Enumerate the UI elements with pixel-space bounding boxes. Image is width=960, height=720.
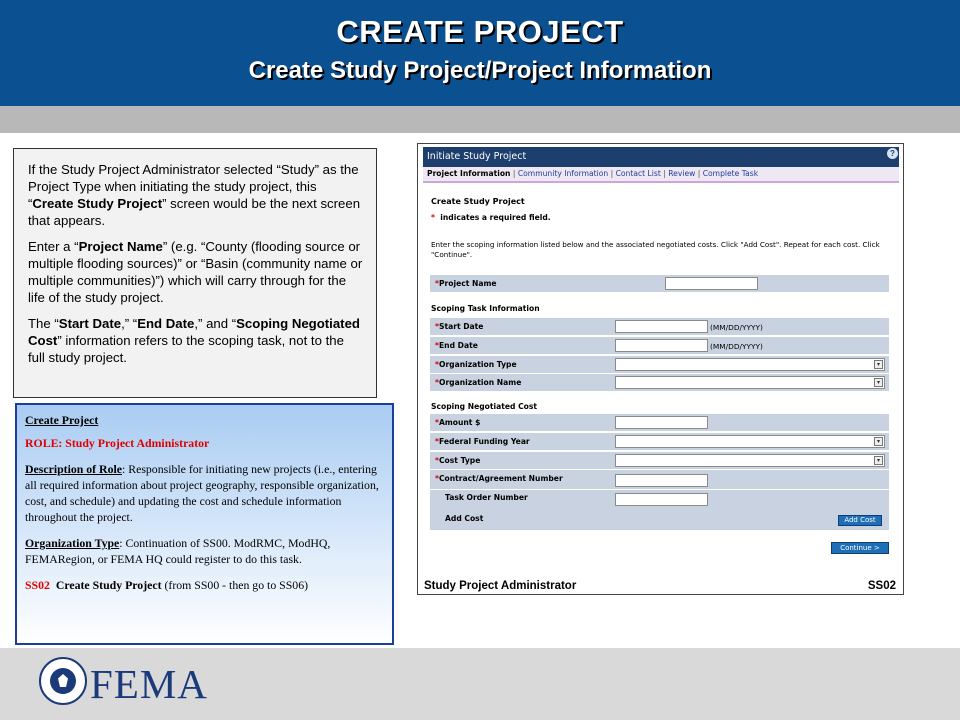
federal-funding-year-select[interactable] [615,435,885,448]
tab-project-information[interactable]: Project Information [427,169,511,178]
instruction-paragraph-3: The “Start Date,” “End Date,” and “Scoping Negotiated Cost” information refers to the scoping task, not to the full study project. [28,316,360,365]
continue-button[interactable]: Continue > [831,542,889,554]
contract-number-label: Contract/Agreement Number [438,474,563,483]
add-cost-button[interactable]: Add Cost [838,515,882,526]
chevron-down-icon: ▾ [874,456,883,465]
project-name-row: *Project Name [430,275,889,292]
org-name-label: Organization Name [438,378,522,387]
instruction-paragraph-1: If the Study Project Administrator selected “Study” as the Project Type when initiating the study project, this “Create Study Project” screen would be the next screen that appears. [28,162,361,228]
instruction-paragraph-2: Enter a “Project Name” (e.g. “County (flooding source or multiple flooding sources)” or “Basin (community name or multiple communities)”) which will carry through for the life of the study project. [28,239,363,305]
slide-header [0,0,960,106]
add-cost-label: Add Cost [445,514,484,523]
org-name-row: *Organization Name ▾ [430,374,889,391]
tab-community-information[interactable]: Community Information [517,169,609,178]
form-instructions: Enter the scoping information listed below and the associated negotiated costs. Click "Add Cost". Repeat for each cost. Click "Continue". [431,240,880,259]
task-order-label: Task Order Number [445,493,528,502]
tab-complete-task[interactable]: Complete Task [702,169,759,178]
end-date-input[interactable] [615,339,708,352]
caption-role: Study Project Administrator [424,580,577,592]
chevron-down-icon: ▾ [874,437,883,446]
end-date-label: End Date [438,341,478,350]
tab-review[interactable]: Review [668,169,696,178]
tab-contact-list[interactable]: Contact List [615,169,661,178]
required-note: * indicates a required field. [431,213,551,222]
form-title: Create Study Project [431,197,525,206]
start-date-label: Start Date [438,322,484,331]
org-type-label: Organization Type [438,360,517,369]
dhs-seal-icon [39,657,87,705]
amount-row: *Amount $ [430,414,889,431]
amount-input[interactable] [615,416,708,429]
start-date-input[interactable] [615,320,708,333]
chevron-down-icon: ▾ [874,360,883,369]
cost-type-row: *Cost Type ▾ [430,452,889,469]
end-date-hint: (MM/DD/YYYY) [710,342,763,351]
federal-funding-year-row: *Federal Funding Year ▾ [430,433,889,450]
organization-type-description: Organization Type: Continuation of SS00. ModRMC, ModHQ, FEMARegion, or FEMA HQ could register to do this task. [25,536,331,566]
chevron-down-icon: ▾ [874,378,883,387]
screen-reference: SS02 Create Study Project (from SS00 - then go to SS06) [25,578,309,592]
help-icon[interactable]: ? [887,148,898,159]
fema-logo: FEMA [90,661,208,707]
caption-screen-code: SS02 [867,580,896,592]
slide-title: CREATE PROJECT [336,14,624,49]
cost-type-label: Cost Type [438,456,481,465]
org-type-select[interactable] [615,358,885,371]
role-description-box [15,403,394,645]
add-cost-row [430,510,889,530]
project-name-label: Project Name [438,279,497,288]
app-nav-tabs: Project Information | Community Information | Contact List | Review | Complete Task [423,167,899,183]
task-order-input[interactable] [615,493,708,506]
app-window-title: Initiate Study Project [423,147,899,167]
screen-caption [424,580,896,592]
contract-number-row: *Contract/Agreement Number [430,470,889,489]
org-name-select[interactable] [615,376,885,389]
task-order-row [430,490,889,510]
instruction-box [13,148,377,398]
role-label: ROLE: Study Project Administrator [25,436,210,450]
slide-subtitle: Create Study Project/Project Information [248,57,712,84]
federal-funding-year-label: Federal Funding Year [438,437,530,446]
required-star-icon: * [431,213,435,222]
cost-section-heading: Scoping Negotiated Cost [431,402,538,411]
start-date-row: *Start Date (MM/DD/YYYY) [430,318,889,335]
role-box-heading: Create Project [25,413,99,427]
org-type-row: *Organization Type ▾ [430,356,889,373]
role-description: Description of Role: Responsible for initiating new projects (i.e., entering all required information about project geography, responsible organization, cost, and schedule) and updating the cost and schedule information throughout the project. [25,462,379,524]
scoping-section-heading: Scoping Task Information [431,304,540,313]
start-date-hint: (MM/DD/YYYY) [710,323,763,332]
end-date-row: *End Date (MM/DD/YYYY) [430,337,889,354]
contract-number-input[interactable] [615,474,708,487]
header-divider-bar [0,106,960,133]
amount-label: Amount $ [438,418,481,427]
project-name-input[interactable] [665,277,758,290]
cost-type-select[interactable] [615,454,885,467]
